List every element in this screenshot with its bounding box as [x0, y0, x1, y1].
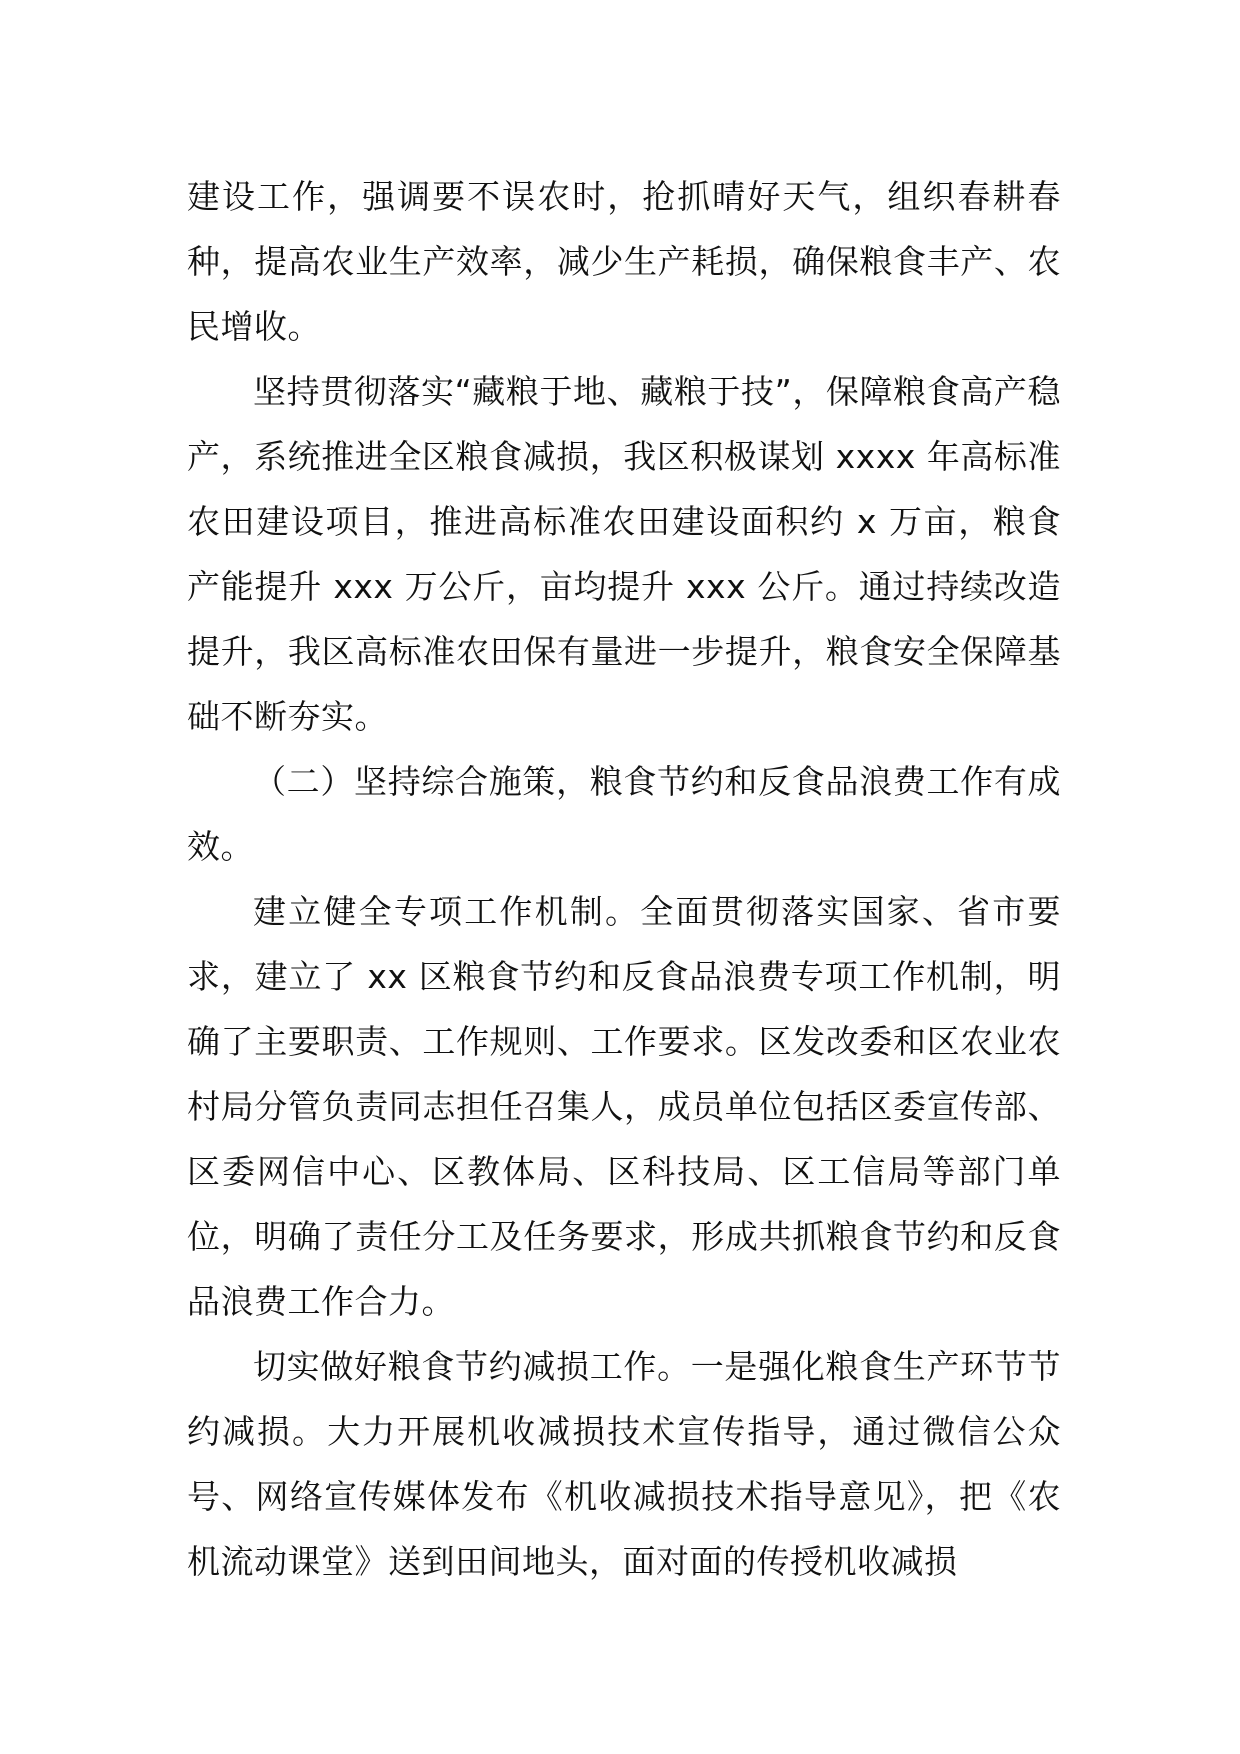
paragraph-work-mechanism: 建立健全专项工作机制。全面贯彻落实国家、省市要求，建立了 xx 区粮食节约和反食品浪费专项工作机制，明确了主要职责、工作规则、工作要求。区发改委和区农业农村局分管负责同志担任召集人，成员单位包括区委宣传部、区委网信中心、区教体局、区科技局、区工信局等部门单位，明确了责任分工及任务要求，形成共抓粮食节约和反食品浪费工作合力。 [187, 892, 1061, 1321]
paragraph-grain-saving: 切实做好粮食节约减损工作。一是强化粮食生产环节节约减损。大力开展机收减损技术宣传指导，通过微信公众号、网络宣传媒体发布《机收减损技术指导意见》，把《农机流动课堂》送到田间地头，面对面的传授机收减损 [187, 1347, 1061, 1581]
document-body [187, 164, 1061, 1594]
section-heading-2: （二）坚持综合施策，粮食节约和反食品浪费工作有成效。 [187, 762, 1061, 866]
paragraph-farmland-construction: 坚持贯彻落实“藏粮于地、藏粮于技”，保障粮食高产稳产，系统推进全区粮食减损，我区积极谋划 xxxx 年高标准农田建设项目，推进高标准农田建设面积约 x 万亩，粮食产能提升 xxx 万公斤，亩均提升 xxx 公斤。通过持续改造提升，我区高标准农田保有量进一步提升，粮食安全保障基础不断夯实。 [187, 372, 1061, 736]
paragraph-continuation: 建设工作，强调要不误农时，抢抓晴好天气，组织春耕春种，提高农业生产效率，减少生产耗损，确保粮食丰产、农民增收。 [187, 177, 1061, 346]
